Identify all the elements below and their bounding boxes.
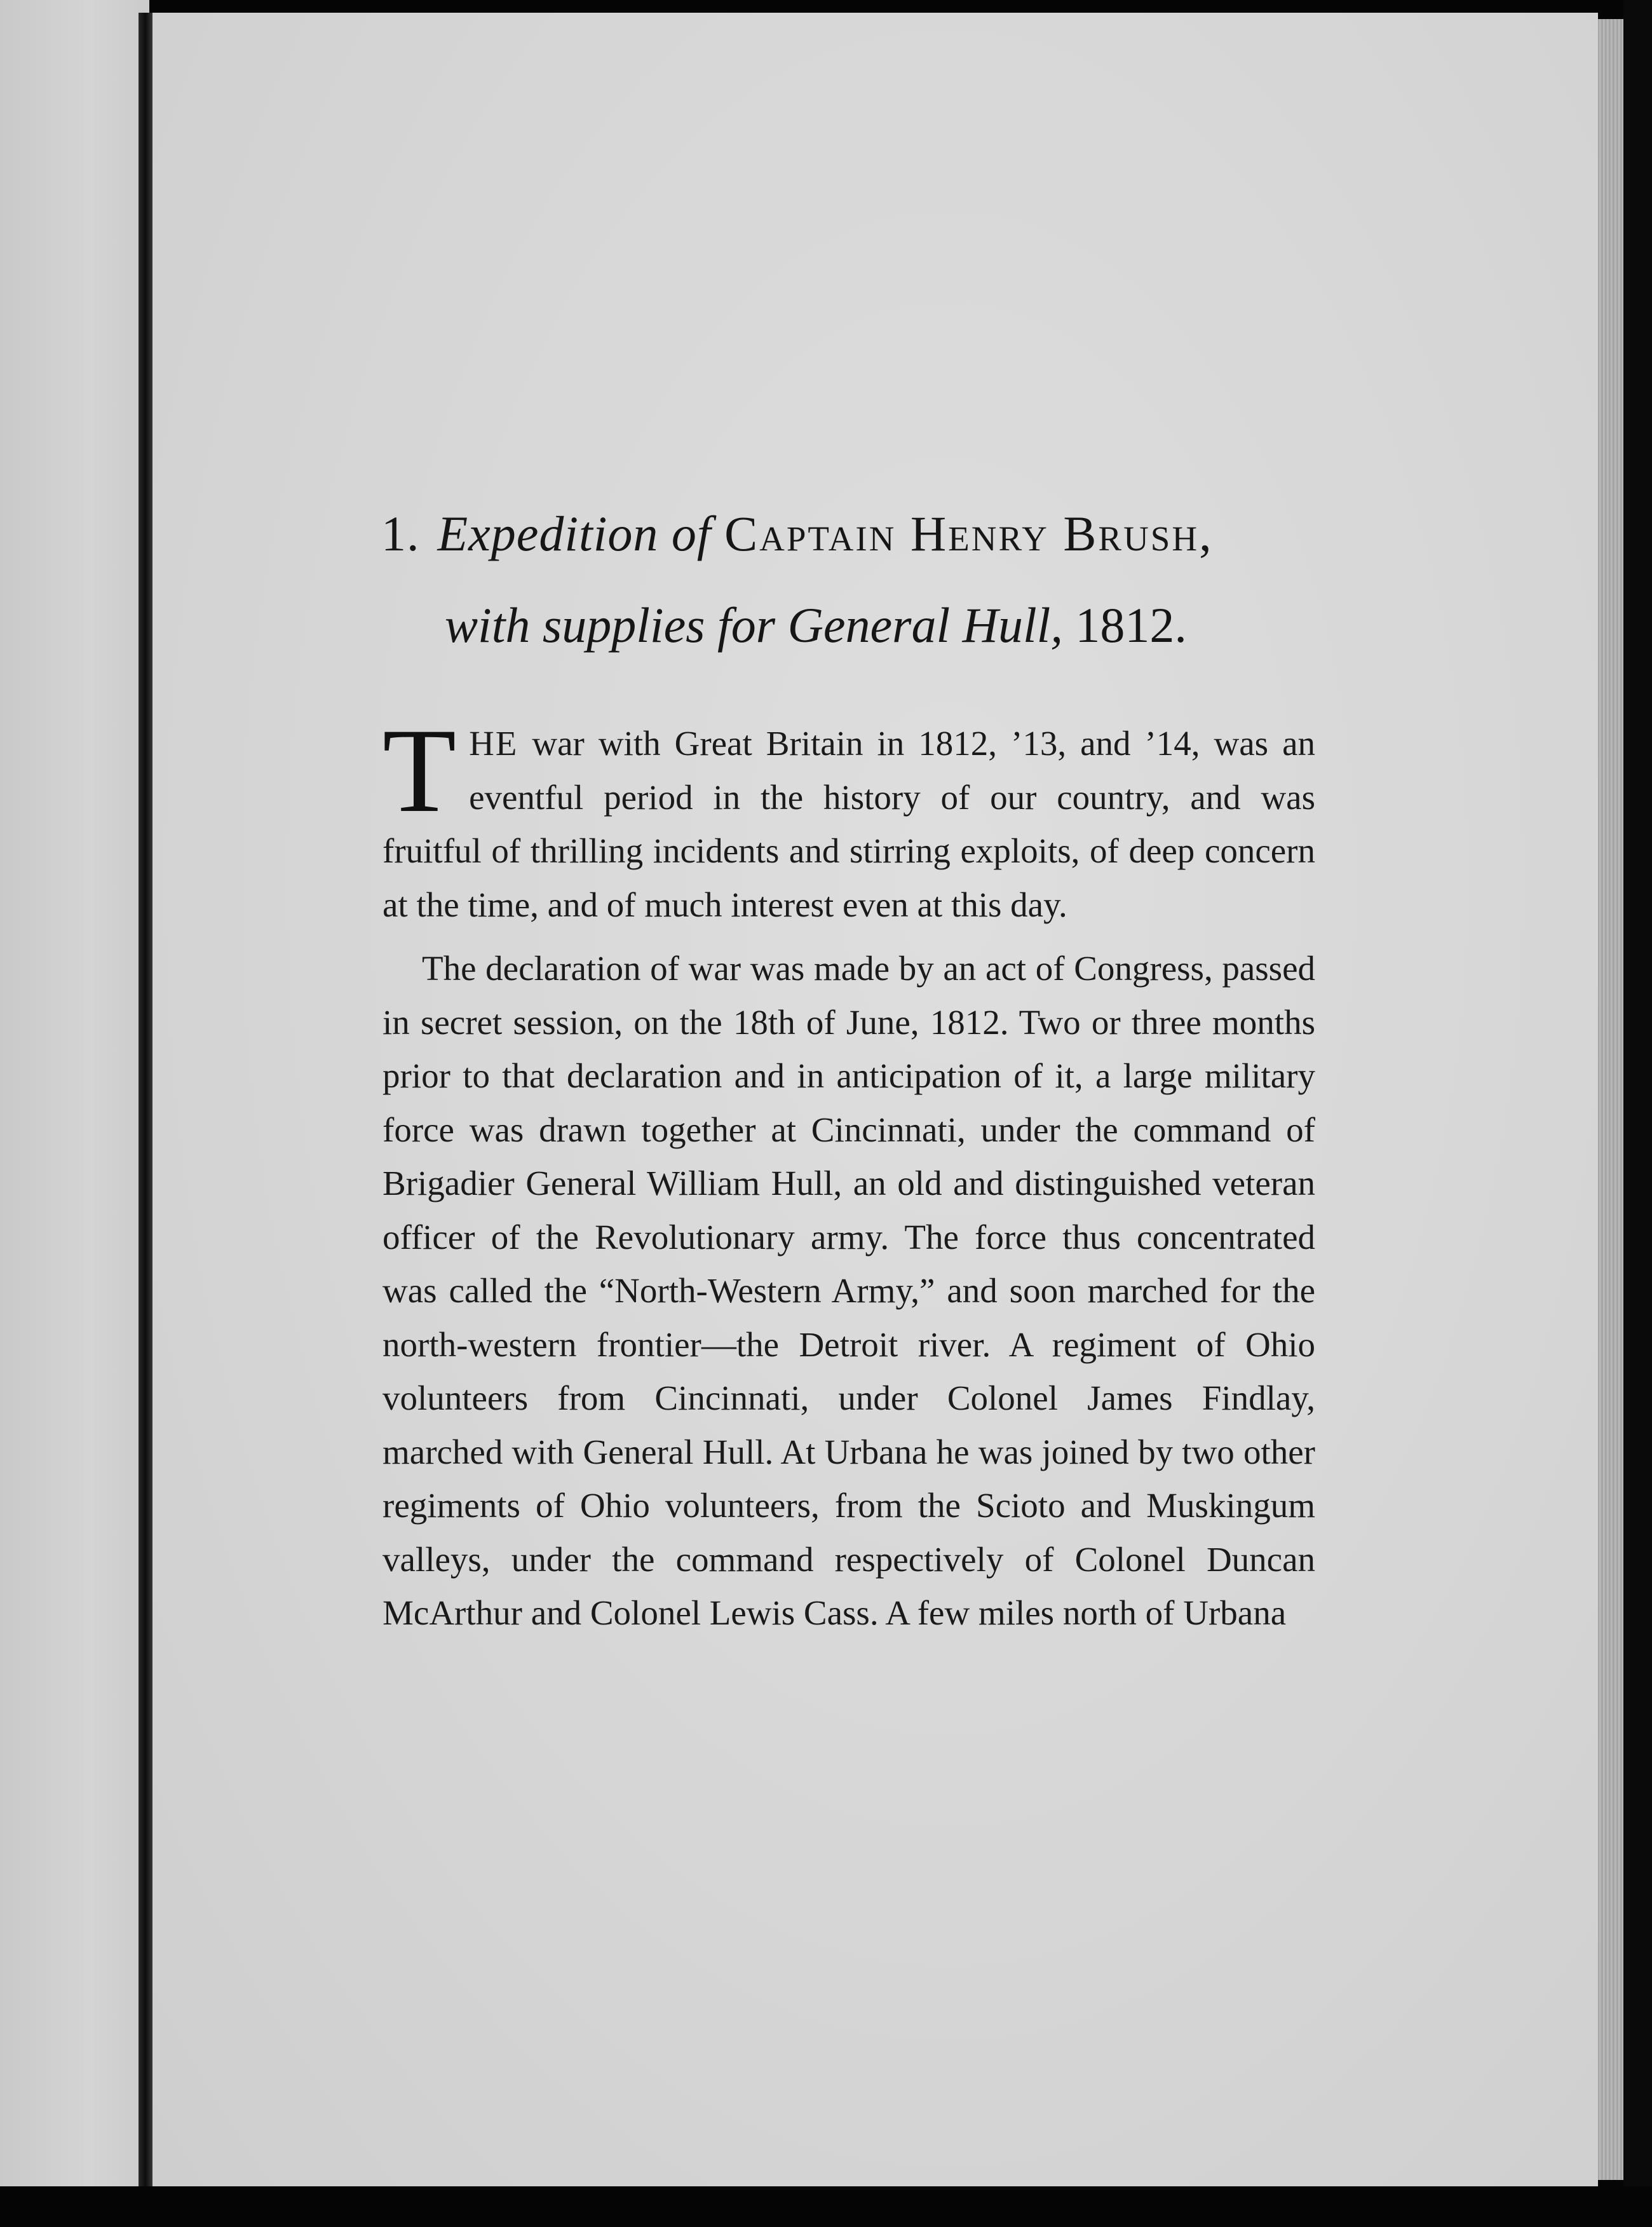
chapter-heading-line2 — [381, 594, 1322, 657]
heading-italic-2: with supplies for General Hull, — [445, 597, 1063, 653]
heading-year: 1812. — [1075, 597, 1187, 653]
adjacent-page-strip — [0, 0, 149, 2227]
page-edges — [1598, 19, 1623, 2180]
book-gutter — [139, 13, 152, 2186]
body-text — [383, 704, 1315, 1640]
chapter-heading — [381, 502, 1322, 657]
scan-border-bottom — [0, 2186, 1652, 2227]
lead-caps: HE — [469, 724, 518, 763]
paragraph-2: The declaration of war was made by an act of Congress, passed in secret session, on the 18th of June, 1812. Two or three months prior to that declaration and in anticipation of it, a large military force was drawn together at Cincinnati, under the command of Brigadier General William Hull, an old and distinguished veteran officer of the Revolutionary army. The force thus concentrated was called the “North-Western Army,” and soon marched for the north-western frontier—the Detroit river. A regiment of Ohio volunteers from Cincinnati, under Colonel James Findlay, marched with General Hull. At Urbana he was joined by two other regiments of Ohio volunteers, from the Scioto and Muskingum valleys, under the command respectively of Colonel Duncan McArthur and Colonel Lewis Cass. A few miles north of Urbana — [383, 949, 1315, 1632]
paragraph-1-text: war with Great Britain in 1812, ’13, and ’14, was an eventful period in the history of our country, and was fruitful of thrilling incidents and stirring exploits, of deep concern at the time, and of much interest even at this day. — [383, 724, 1315, 924]
chapter-number: 1. — [381, 506, 420, 561]
heading-italic-1: Expedition of — [437, 506, 712, 561]
heading-small-caps: Captain Henry Brush, — [724, 506, 1214, 561]
scan-border-right — [1623, 0, 1652, 2227]
chapter-heading-line1 — [381, 502, 1322, 566]
paragraph-1 — [383, 704, 1315, 932]
drop-cap: T — [383, 704, 457, 838]
